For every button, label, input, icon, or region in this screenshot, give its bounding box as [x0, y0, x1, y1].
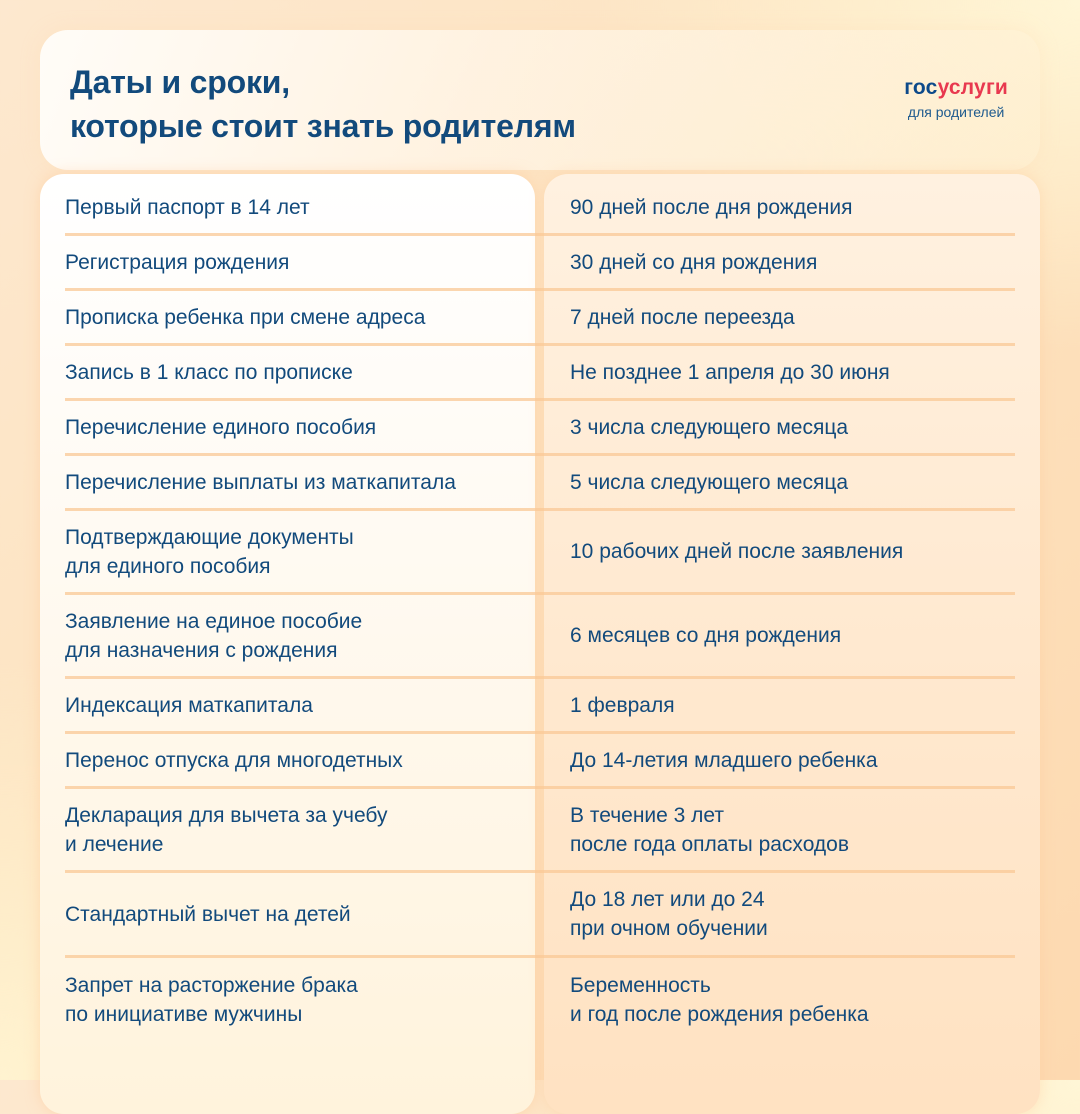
- table-row: [65, 734, 1015, 789]
- logo-wordmark: [904, 76, 1008, 100]
- logo-part-uslugi: услуги: [937, 76, 1008, 99]
- event-cell: [65, 182, 570, 233]
- event-cell: [65, 456, 570, 508]
- deadline-cell: [570, 236, 1015, 288]
- table-row: [65, 595, 1015, 679]
- text-line: 5 числа следующего месяца: [570, 470, 849, 494]
- title-line-2: которые стоит знать родителям: [70, 108, 576, 144]
- text-line: при очном обучении: [570, 917, 768, 940]
- event-cell: [65, 595, 570, 676]
- deadline-text: [570, 413, 848, 442]
- text-line: Запрет на расторжение брака: [65, 974, 358, 997]
- logo-subtitle: для родителей: [907, 104, 1005, 120]
- event-text: [65, 971, 358, 1029]
- text-line: Заявление на единое пособие: [65, 609, 363, 633]
- deadline-cell: [570, 679, 1015, 731]
- table-row: [65, 401, 1015, 456]
- deadline-cell: [570, 291, 1015, 343]
- text-line: Беременность: [570, 974, 711, 997]
- deadline-cell: [570, 511, 1015, 592]
- event-text: [65, 413, 376, 442]
- text-line: 90 дней после дня рождения: [570, 196, 853, 219]
- text-line: В течение 3 лет: [570, 803, 725, 827]
- event-text: [65, 358, 353, 387]
- text-line: Запись в 1 класс по прописке: [65, 360, 353, 384]
- deadline-cell: [570, 182, 1015, 233]
- deadline-text: [570, 193, 852, 222]
- deadline-cell: [570, 401, 1015, 453]
- table-row: [65, 958, 1015, 1042]
- header-card: [40, 30, 1040, 170]
- deadline-text: [570, 746, 878, 775]
- text-line: До 18 лет или до 24: [570, 888, 765, 911]
- text-line: и лечение: [65, 832, 164, 856]
- event-text: [65, 303, 425, 332]
- table-row: [65, 182, 1015, 236]
- deadline-cell: [570, 456, 1015, 508]
- text-line: после года оплаты расходов: [570, 832, 849, 856]
- deadline-cell: [570, 789, 1015, 870]
- text-line: До 14-летия младшего ребенка: [570, 748, 878, 772]
- text-line: и год после рождения ребенка: [570, 1003, 869, 1026]
- deadline-cell: [570, 958, 1015, 1042]
- text-line: 1 февраля: [570, 693, 675, 717]
- text-line: Стандартный вычет на детей: [65, 902, 351, 926]
- gosuslugi-logo: [904, 76, 1008, 122]
- event-text: [65, 607, 362, 665]
- text-line: для назначения с рождения: [65, 638, 338, 662]
- deadline-text: [570, 468, 848, 497]
- deadline-text: [570, 971, 869, 1029]
- event-text: [65, 523, 354, 581]
- title-line-1: Даты и сроки,: [70, 64, 290, 100]
- deadline-text: [570, 248, 817, 277]
- event-cell: [65, 346, 570, 398]
- text-line: Прописка ребенка при смене адреса: [65, 305, 426, 329]
- text-line: Декларация для вычета за учебу: [65, 803, 388, 827]
- text-line: Перенос отпуска для многодетных: [65, 748, 403, 772]
- dates-table: [65, 182, 1015, 1042]
- event-text: [65, 746, 403, 775]
- text-line: для единого пособия: [65, 554, 271, 578]
- text-line: 30 дней со дня рождения: [570, 250, 818, 274]
- text-line: Не позднее 1 апреля до 30 июня: [570, 360, 890, 384]
- event-text: [65, 801, 387, 859]
- event-cell: [65, 679, 570, 731]
- table-row: [65, 236, 1015, 291]
- deadline-text: [570, 691, 675, 720]
- event-text: [65, 468, 456, 497]
- text-line: 7 дней после переезда: [570, 305, 795, 329]
- table-row: [65, 789, 1015, 873]
- deadline-text: [570, 885, 768, 943]
- event-cell: [65, 401, 570, 453]
- event-cell: [65, 511, 570, 592]
- text-line: Перечисление выплаты из маткапитала: [65, 470, 456, 494]
- deadline-cell: [570, 595, 1015, 676]
- table-row: [65, 346, 1015, 401]
- deadline-cell: [570, 346, 1015, 398]
- logo-part-gos: гос: [904, 76, 938, 99]
- deadline-text: [570, 801, 849, 859]
- event-cell: [65, 236, 570, 288]
- deadline-text: [570, 621, 841, 650]
- text-line: 6 месяцев со дня рождения: [570, 624, 842, 647]
- event-text: [65, 248, 289, 277]
- event-text: [65, 691, 313, 720]
- deadline-text: [570, 303, 795, 332]
- deadline-cell: [570, 873, 1015, 955]
- text-line: Первый паспорт в 14 лет: [65, 196, 310, 219]
- text-line: Регистрация рождения: [65, 250, 290, 274]
- event-cell: [65, 789, 570, 870]
- deadline-cell: [570, 734, 1015, 786]
- deadline-text: [570, 358, 890, 387]
- event-text: [65, 900, 351, 929]
- event-cell: [65, 291, 570, 343]
- table-row: [65, 873, 1015, 958]
- deadline-text: [570, 537, 903, 566]
- event-text: [65, 193, 310, 222]
- text-line: Индексация маткапитала: [65, 693, 313, 717]
- table-row: [65, 511, 1015, 595]
- event-cell: [65, 873, 570, 955]
- table-row: [65, 679, 1015, 734]
- text-line: 10 рабочих дней после заявления: [570, 540, 904, 563]
- event-cell: [65, 958, 570, 1042]
- text-line: Подтверждающие документы: [65, 525, 354, 549]
- text-line: по инициативе мужчины: [65, 1003, 303, 1026]
- page-title: [70, 60, 576, 148]
- table-row: [65, 456, 1015, 511]
- text-line: 3 числа следующего месяца: [570, 415, 849, 439]
- text-line: Перечисление единого пособия: [65, 415, 377, 439]
- table-row: [65, 291, 1015, 346]
- event-cell: [65, 734, 570, 786]
